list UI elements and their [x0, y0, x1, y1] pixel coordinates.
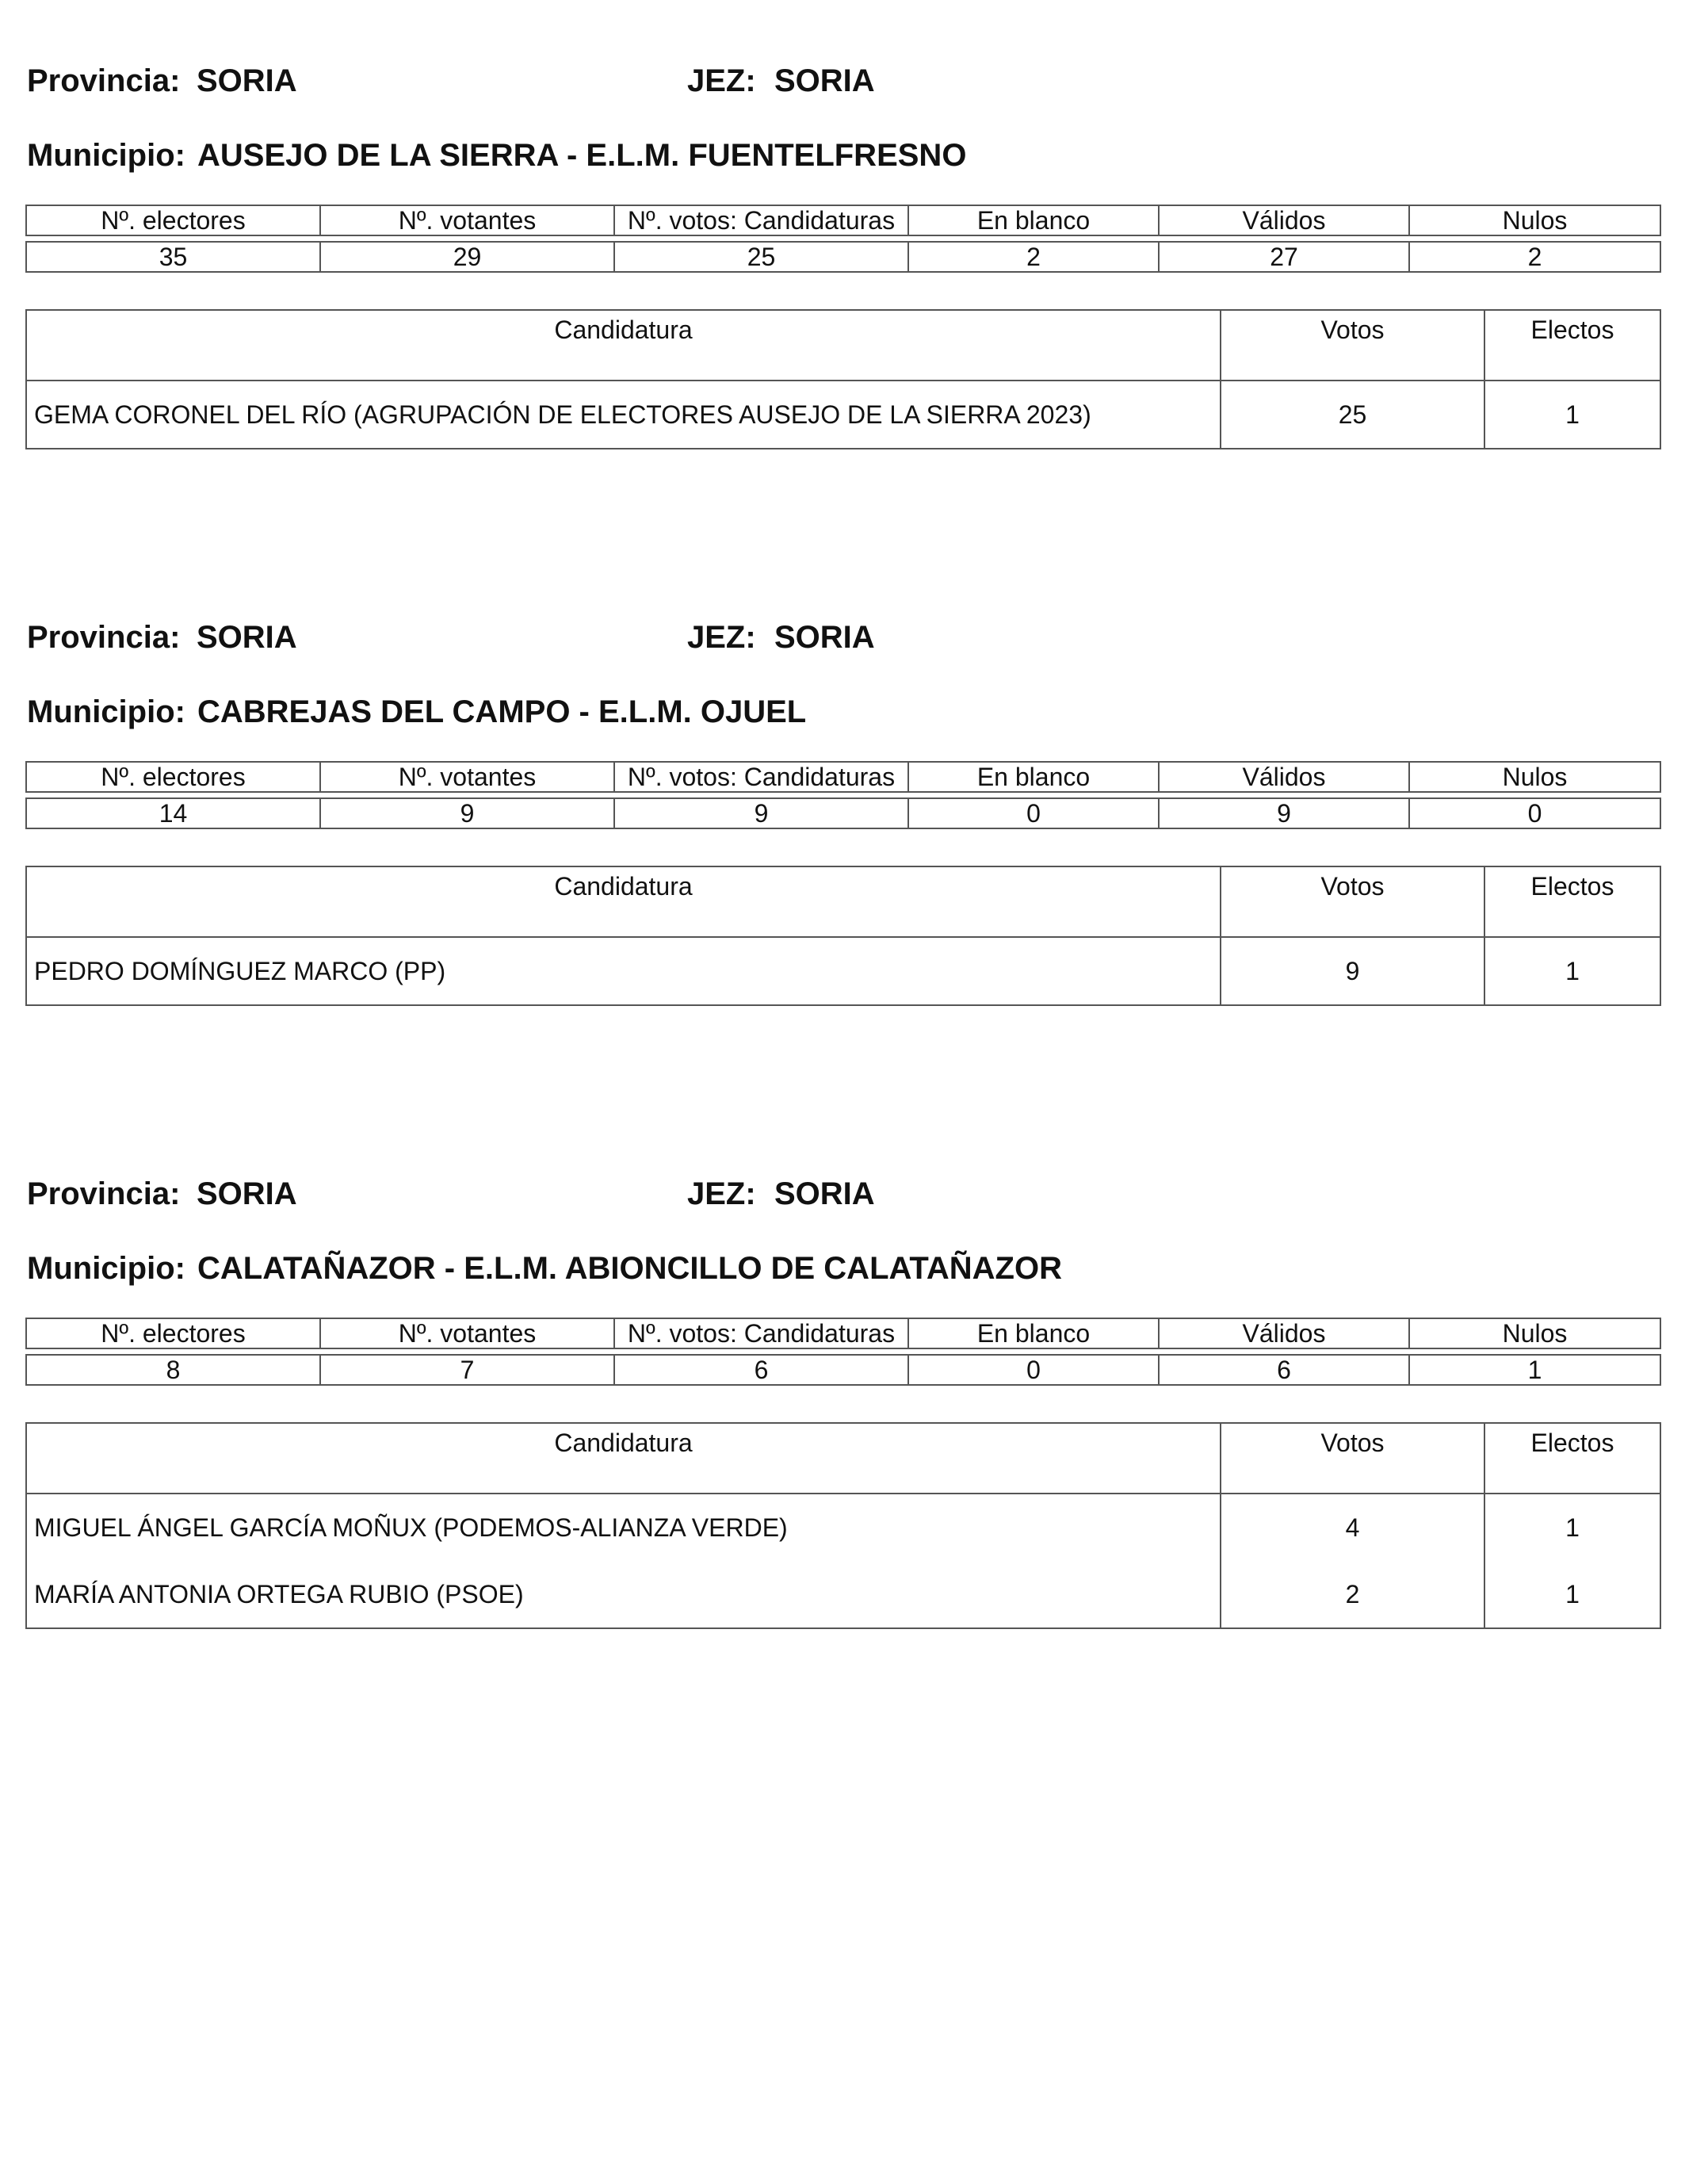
candidate-row: [26, 937, 1660, 1005]
stats-value: 8: [26, 1355, 320, 1385]
municipio-value: AUSEJO DE LA SIERRA - E.L.M. FUENTELFRESNO: [197, 138, 967, 173]
stats-header: Válidos: [1159, 1318, 1409, 1348]
electos-header: Electos: [1484, 866, 1660, 937]
jez-value: SORIA: [774, 63, 875, 98]
stats-value-row: [26, 798, 1660, 828]
stats-header: Nulos: [1409, 205, 1660, 235]
results-section: [25, 1113, 1660, 1608]
stats-value: 0: [908, 798, 1159, 828]
candidatura-header: Candidatura: [26, 866, 1221, 937]
stats-header: Nº. votantes: [320, 762, 614, 792]
candidates-table: [25, 309, 1661, 449]
candidate-row: [26, 1561, 1660, 1628]
candidates-header-row: [26, 1423, 1660, 1494]
stats-value: 9: [320, 798, 614, 828]
candidate-name: MIGUEL ÁNGEL GARCÍA MOÑUX (PODEMOS-ALIANZA VERDE): [26, 1494, 1221, 1561]
provincia-label: Provincia:: [27, 620, 181, 655]
stats-header: Nulos: [1409, 762, 1660, 792]
provincia-value: SORIA: [197, 1176, 297, 1211]
municipio-label: Municipio:: [27, 694, 185, 729]
electos-header: Electos: [1484, 310, 1660, 381]
provincia-value: SORIA: [197, 620, 297, 655]
section-header: [25, 557, 1660, 729]
stats-value-row: [26, 242, 1660, 272]
candidate-name: PEDRO DOMÍNGUEZ MARCO (PP): [26, 937, 1221, 1005]
jez-label: JEZ:: [687, 620, 756, 655]
stats-header: Válidos: [1159, 205, 1409, 235]
candidates-header-row: [26, 866, 1660, 937]
stats-header: En blanco: [908, 205, 1159, 235]
stats-value: 6: [1159, 1355, 1409, 1385]
jez-label: JEZ:: [687, 1176, 756, 1211]
candidate-name: MARÍA ANTONIA ORTEGA RUBIO (PSOE): [26, 1561, 1221, 1628]
results-section: [25, 0, 1660, 429]
stats-value: 7: [320, 1355, 614, 1385]
candidatura-header: Candidatura: [26, 310, 1221, 381]
stats-header: Nº. electores: [26, 1318, 320, 1348]
stats-table: [25, 205, 1661, 273]
stats-header-row: [26, 205, 1660, 235]
candidate-row: [26, 381, 1660, 449]
candidate-votos: 25: [1221, 381, 1484, 449]
candidate-votos: 9: [1221, 937, 1484, 1005]
stats-value: 0: [1409, 798, 1660, 828]
stats-value: 2: [908, 242, 1159, 272]
electos-header: Electos: [1484, 1423, 1660, 1494]
stats-value: 29: [320, 242, 614, 272]
stats-header-row: [26, 762, 1660, 792]
section-header: [25, 0, 1660, 173]
stats-header: Nulos: [1409, 1318, 1660, 1348]
provincia-label: Provincia:: [27, 63, 181, 98]
candidate-votos: 2: [1221, 1561, 1484, 1628]
stats-table: [25, 1318, 1661, 1386]
stats-table: [25, 761, 1661, 829]
stats-header: Nº. votos: Candidaturas: [614, 205, 908, 235]
stats-value: 14: [26, 798, 320, 828]
stats-value: 6: [614, 1355, 908, 1385]
candidate-electos: 1: [1484, 1494, 1660, 1561]
municipio-value: CABREJAS DEL CAMPO - E.L.M. OJUEL: [197, 694, 807, 729]
municipio-label: Municipio:: [27, 138, 185, 173]
provincia-value: SORIA: [197, 63, 297, 98]
stats-value: 25: [614, 242, 908, 272]
stats-value: 27: [1159, 242, 1409, 272]
candidatura-header: Candidatura: [26, 1423, 1221, 1494]
stats-value: 9: [1159, 798, 1409, 828]
section-header: [25, 1113, 1660, 1286]
votos-header: Votos: [1221, 866, 1484, 937]
stats-header: En blanco: [908, 1318, 1159, 1348]
stats-value: 9: [614, 798, 908, 828]
candidate-electos: 1: [1484, 937, 1660, 1005]
candidate-electos: 1: [1484, 1561, 1660, 1628]
stats-header-row: [26, 1318, 1660, 1348]
candidates-table: [25, 866, 1661, 1006]
stats-header: Nº. votantes: [320, 1318, 614, 1348]
candidate-name: GEMA CORONEL DEL RÍO (AGRUPACIÓN DE ELECTORES AUSEJO DE LA SIERRA 2023): [26, 381, 1221, 449]
results-section: [25, 557, 1660, 985]
stats-header: Nº. electores: [26, 205, 320, 235]
stats-header: En blanco: [908, 762, 1159, 792]
votos-header: Votos: [1221, 1423, 1484, 1494]
stats-header: Nº. electores: [26, 762, 320, 792]
candidate-votos: 4: [1221, 1494, 1484, 1561]
jez-value: SORIA: [774, 620, 875, 655]
municipio-label: Municipio:: [27, 1251, 185, 1286]
provincia-label: Provincia:: [27, 1176, 181, 1211]
stats-value: 35: [26, 242, 320, 272]
candidates-header-row: [26, 310, 1660, 381]
stats-header: Nº. votos: Candidaturas: [614, 762, 908, 792]
candidate-row: [26, 1494, 1660, 1561]
jez-value: SORIA: [774, 1176, 875, 1211]
candidate-electos: 1: [1484, 381, 1660, 449]
stats-value: 2: [1409, 242, 1660, 272]
stats-value: 1: [1409, 1355, 1660, 1385]
stats-header: Válidos: [1159, 762, 1409, 792]
stats-value: 0: [908, 1355, 1159, 1385]
votos-header: Votos: [1221, 310, 1484, 381]
municipio-value: CALATAÑAZOR - E.L.M. ABIONCILLO DE CALATAÑAZOR: [197, 1251, 1062, 1286]
stats-value-row: [26, 1355, 1660, 1385]
candidates-table: [25, 1422, 1661, 1629]
stats-header: Nº. votantes: [320, 205, 614, 235]
stats-header: Nº. votos: Candidaturas: [614, 1318, 908, 1348]
jez-label: JEZ:: [687, 63, 756, 98]
